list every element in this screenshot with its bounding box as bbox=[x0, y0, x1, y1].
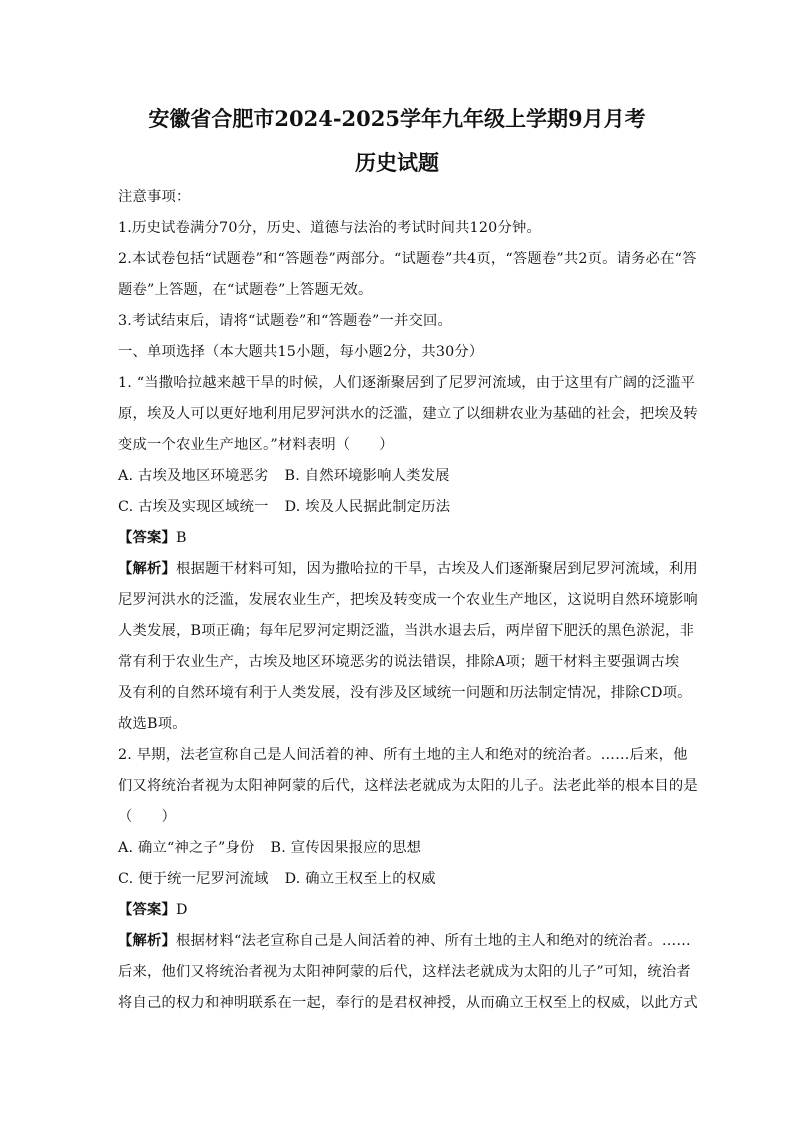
analysis-line bbox=[118, 559, 698, 579]
question-stem-line: 1. “当撒哈拉越来越干旱的时候，人们逐渐聚居到了尼罗河流域，由于这里有广阔的泛滥平 bbox=[118, 375, 696, 391]
answer-value: D bbox=[176, 902, 188, 918]
analysis-line: 尼罗河洪水的泛滥，发展农业生产，把埃及转变成一个农业生产地区，这说明自然环境影响 bbox=[118, 592, 698, 608]
answer-line bbox=[118, 900, 678, 920]
notice-item: 题卷”上答题，在“试题卷”上答题无效。 bbox=[118, 282, 373, 298]
analysis-text: 根据题干材料可知，因为撒哈拉的干旱，古埃及人们逐渐聚居到尼罗河流域，利用 bbox=[176, 561, 698, 577]
question-stem-line: 原，埃及人可以更好地利用尼罗河洪水的泛滥，建立了以细耕农业为基础的社会，把埃及转 bbox=[118, 406, 698, 422]
answer-line bbox=[118, 528, 678, 548]
analysis-line: 将自己的权力和神明联系在一起，奉行的是君权神授，从而确立王权至上的权威，以此方式 bbox=[118, 995, 698, 1011]
section-title: 一、单项选择（本大题共15小题，每小题2分，共30分） bbox=[118, 344, 484, 360]
question-options-row bbox=[118, 497, 678, 517]
analysis-line: 后来，他们又将统治者视为太阳神阿蒙的后代，这样法老就成为太阳的儿子”可知，统治者 bbox=[118, 964, 691, 980]
analysis-text: 根据材料“法老宣称自己是人间活着的神、所有土地的主人和绝对的统治者。…… bbox=[176, 933, 691, 949]
analysis-line: 及有利的自然环境有利于人类发展，没有涉及区域统一问题和历法制定情况，排除CD项。 bbox=[118, 685, 692, 701]
analysis-line bbox=[118, 931, 691, 951]
option-b: B. 自然环境影响人类发展 bbox=[284, 468, 450, 484]
answer-value: B bbox=[176, 530, 187, 546]
question-options-row bbox=[118, 838, 678, 858]
notice-item: 3.考试结束后，请将“试题卷”和“答题卷”一并交回。 bbox=[118, 313, 453, 329]
question-stem-line: 们又将统治者视为太阳神阿蒙的后代，这样法老就成为太阳的儿子。法老此举的根本目的是 bbox=[118, 778, 698, 794]
answer-label: 【答案】 bbox=[118, 530, 176, 546]
option-d: D. 确立王权至上的权威 bbox=[284, 871, 436, 887]
option-b: B. 宣传因果报应的思想 bbox=[270, 840, 422, 856]
option-a: A. 古埃及地区环境恶劣 bbox=[118, 468, 269, 484]
notice-item: 2.本试卷包括“试题卷”和“答题卷”两部分。“试题卷”共4页，“答题卷”共2页。请务必在“答 bbox=[118, 251, 697, 267]
notice-heading: 注意事项： bbox=[118, 189, 191, 205]
analysis-line: 故选B项。 bbox=[118, 716, 187, 732]
option-c: C. 古埃及实现区域统一 bbox=[118, 499, 269, 515]
analysis-line: 人类发展，B项正确；每年尼罗河定期泛滥，当洪水退去后，两岸留下肥沃的黑色淤泥，非 bbox=[118, 623, 695, 639]
analysis-label: 【解析】 bbox=[118, 561, 176, 577]
answer-label: 【答案】 bbox=[118, 902, 176, 918]
question-options-row bbox=[118, 869, 678, 889]
document-subtitle: 历史试题 bbox=[355, 150, 439, 175]
option-c: C. 便于统一尼罗河流域 bbox=[118, 871, 269, 887]
question-stem-line: 变成一个农业生产地区。”材料表明（ ） bbox=[118, 437, 394, 453]
question-stem-line: （ ） bbox=[118, 809, 176, 825]
analysis-line: 常有利于农业生产，古埃及地区环境恶劣的说法错误，排除A项；题干材料主要强调古埃 bbox=[118, 654, 680, 670]
question-options-row bbox=[118, 466, 678, 486]
notice-item: 1.历史试卷满分70分，历史、道德与法治的考试时间共120分钟。 bbox=[118, 220, 541, 236]
option-a: A. 确立“神之子”身份 bbox=[118, 840, 255, 856]
analysis-label: 【解析】 bbox=[118, 933, 176, 949]
option-d: D. 埃及人民据此制定历法 bbox=[284, 499, 451, 515]
question-stem-line: 2. 早期，法老宣称自己是人间活着的神、所有土地的主人和绝对的统治者。……后来，他 bbox=[118, 747, 688, 763]
document-title: 安徽省合肥市2024-2025学年九年级上学期9月月考 bbox=[148, 106, 646, 131]
